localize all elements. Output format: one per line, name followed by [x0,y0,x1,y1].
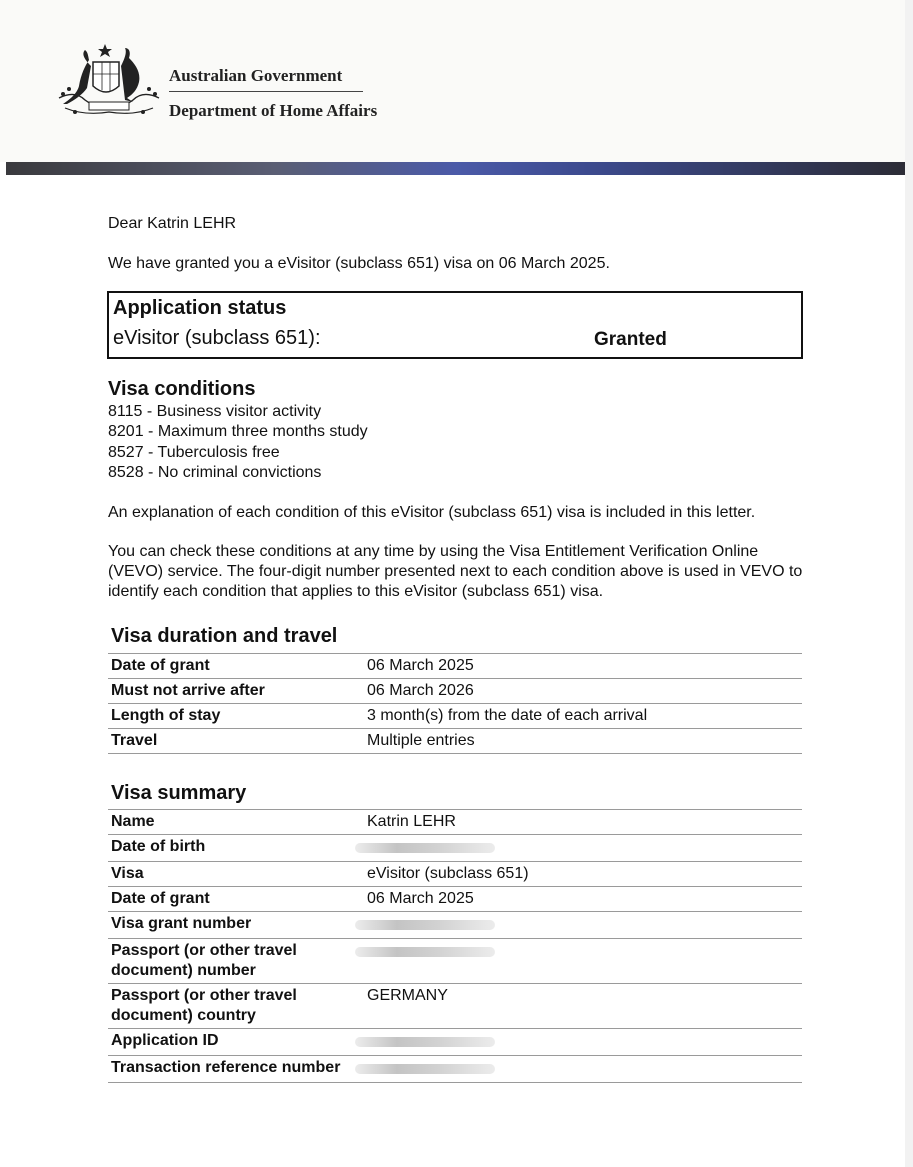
redacted-value [355,843,495,853]
redacted-value [355,1037,495,1047]
table-row [108,1056,802,1083]
redacted-value [355,1064,495,1074]
status-value: Granted [594,329,667,350]
row-value: 06 March 2025 [364,887,802,912]
table-row [108,862,802,887]
condition-item: 8201 - Maximum three months study [108,423,368,441]
application-status-box [107,291,803,359]
row-value [364,835,802,862]
summary-heading: Visa summary [111,782,247,804]
agency-name: Australian Government [169,66,343,85]
conditions-explanation: An explanation of each condition of this eVisitor (subclass 651) visa is included in this letter. [108,504,756,521]
visa-conditions-heading: Visa conditions [108,378,256,400]
condition-code: 8528 [108,463,144,481]
condition-item: 8527 - Tuberculosis free [108,443,280,461]
condition-text: No criminal convictions [157,463,322,481]
table-row [108,729,802,754]
coat-of-arms-icon [55,42,163,122]
row-value: GERMANY [364,984,802,1029]
greeting: Dear Katrin LEHR [108,215,237,232]
table-row [108,984,802,1029]
condition-code: 8201 [108,423,144,441]
department-name: Department of Home Affairs [169,101,378,120]
condition-item: 8528 - No criminal convictions [108,463,322,481]
row-value: 06 March 2026 [364,679,802,704]
duration-table [108,653,802,754]
duration-heading: Visa duration and travel [111,625,338,647]
row-label: Passport (or other travel document) country [108,984,364,1029]
row-value: eVisitor (subclass 651) [364,862,802,887]
table-row [108,835,802,862]
table-row [108,887,802,912]
status-title: Application status [113,297,287,319]
table-row [108,654,802,679]
row-value [364,939,802,984]
row-value [364,1056,802,1083]
agency-divider [169,91,363,92]
row-label: Date of grant [108,654,364,679]
table-row [108,679,802,704]
table-row [108,1029,802,1056]
row-label: Transaction reference number [108,1056,364,1083]
table-row [108,704,802,729]
row-value: 3 month(s) from the date of each arrival [364,704,802,729]
redacted-value [355,947,495,957]
row-label: Application ID [108,1029,364,1056]
row-value [364,912,802,939]
vevo-paragraph: You can check these conditions at any time by using the Visa Entitlement Verification Online (VEVO) service. The four-digit number presented next to each condition above is used in VEVO to identify each condition that applies to this eVisitor (subclass 651) visa. [108,543,803,600]
status-label: eVisitor (subclass 651): [113,327,321,349]
table-row [108,912,802,939]
header-band [6,162,905,175]
row-label: Travel [108,729,364,754]
row-value [364,1029,802,1056]
letterhead [0,0,905,162]
condition-code: 8527 [108,443,144,461]
row-value: Katrin LEHR [364,810,802,835]
row-label: Date of grant [108,887,364,912]
page-edge [905,0,913,1167]
row-label: Date of birth [108,835,364,862]
condition-text: Tuberculosis free [157,443,280,461]
condition-text: Maximum three months study [157,423,368,441]
summary-table [108,809,802,1083]
grant-statement: We have granted you a eVisitor (subclass 651) visa on 06 March 2025. [108,255,610,272]
row-label: Name [108,810,364,835]
condition-text: Business visitor activity [156,403,322,420]
redacted-value [355,920,495,930]
row-label: Visa [108,862,364,887]
row-label: Visa grant number [108,912,364,939]
row-label: Must not arrive after [108,679,364,704]
row-label: Length of stay [108,704,364,729]
row-label: Passport (or other travel document) number [108,939,364,984]
table-row [108,939,802,984]
row-value: Multiple entries [364,729,802,754]
condition-item: 8115 - Business visitor activity [108,403,322,420]
row-value: 06 March 2025 [364,654,802,679]
conditions-list [108,402,368,483]
table-row [108,810,802,835]
condition-code: 8115 [108,403,143,420]
